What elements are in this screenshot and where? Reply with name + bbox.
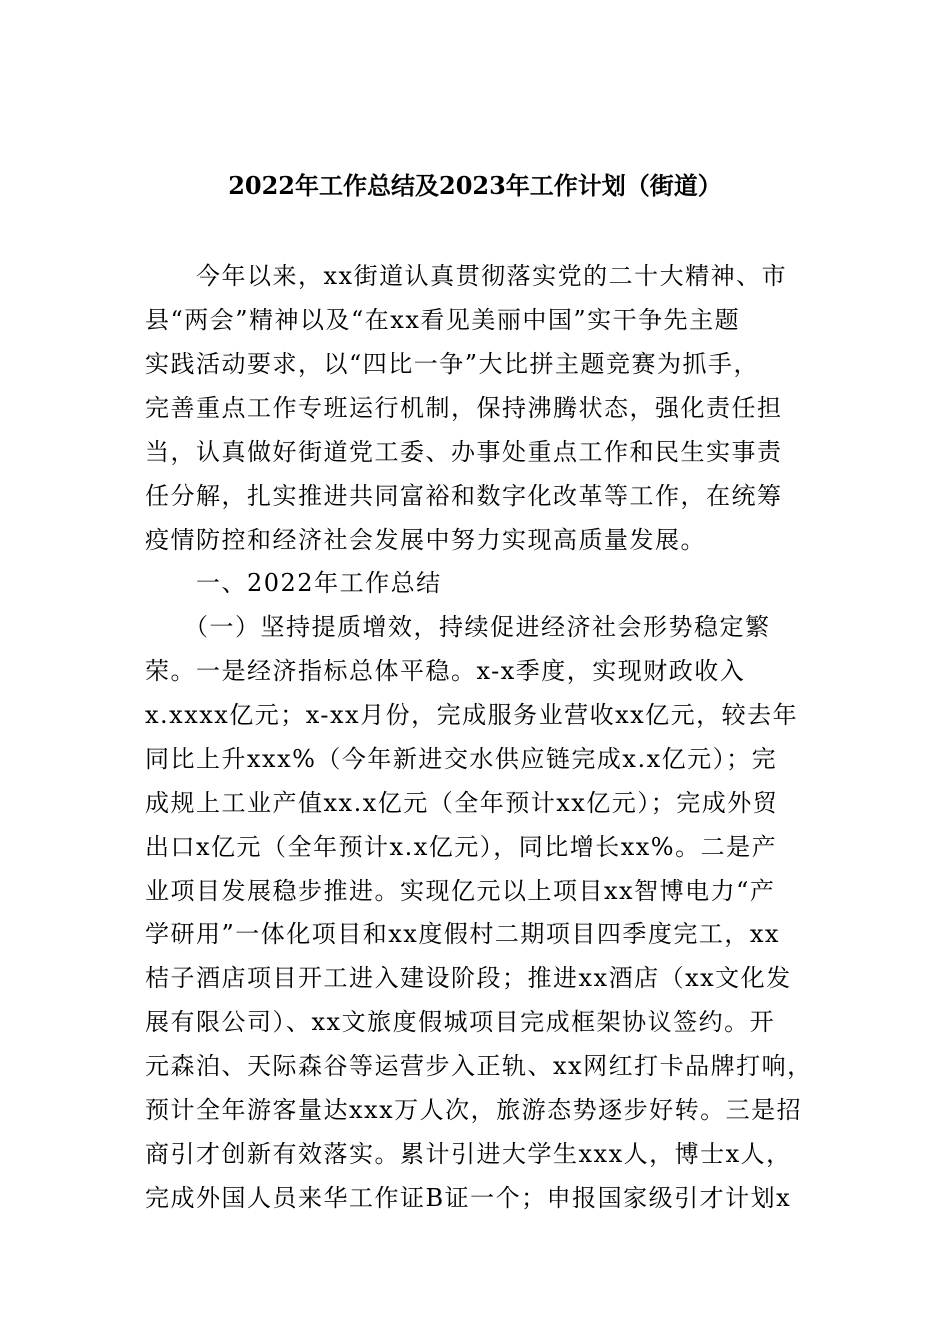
- body-line: 成规上工业产值xx.x亿元（全年预计xx亿元）；完成外贸: [145, 789, 779, 817]
- body-line: 学研用”一体化项目和xx度假村二期项目四季度完工，xx: [145, 920, 780, 948]
- body-line: x.xxxx亿元；x-xx月份，完成服务业营收xx亿元，较去年: [145, 701, 799, 729]
- body-line: 县“两会”精神以及“在xx看见美丽中国”实干争先主题: [145, 306, 741, 334]
- body-line: 出口x亿元（全年预计x.x亿元），同比增长xx%。二是产: [145, 833, 778, 861]
- body-line: 预计全年游客量达xxx万人次，旅游态势逐步好转。三是招: [145, 1096, 803, 1124]
- body-line: 实践活动要求，以“四比一争”大比拼主题竞赛为抓手，: [145, 350, 760, 378]
- body-line: 同比上升xxx%（今年新进交水供应链完成x.x亿元）；完: [145, 745, 778, 773]
- body-line: 商引才创新有效落实。累计引进大学生xxx人，博士x人，: [145, 1140, 792, 1168]
- body-line: 桔子酒店项目开工进入建设阶段；推进xx酒店（xx文化发: [145, 964, 792, 992]
- document-title: 2022年工作总结及2023年工作计划（街道）: [228, 171, 722, 200]
- body-line: 元森泊、天际森谷等运营步入正轨、xx网红打卡品牌打响，: [145, 1052, 813, 1080]
- body-line: （一）坚持提质增效，持续促进经济社会形势稳定繁: [145, 613, 771, 641]
- body-line: 疫情防控和经济社会发展中努力实现高质量发展。: [145, 526, 706, 554]
- body-line: 业项目发展稳步推进。实现亿元以上项目xx智博电力“产: [145, 877, 776, 905]
- body-line: 完成外国人员来华工作证B证一个；申报国家级引才计划x: [145, 1184, 792, 1212]
- body-line: 今年以来，xx街道认真贯彻落实党的二十大精神、市: [145, 262, 788, 290]
- body-line: 荣。一是经济指标总体平稳。x-x季度，实现财政收入: [145, 657, 746, 685]
- body-line: 任分解，扎实推进共同富裕和数字化改革等工作，在统筹: [145, 482, 783, 510]
- body-line: 展有限公司）、xx文旅度假城项目完成框架协议签约。开: [145, 1008, 776, 1036]
- section-heading: 一、2022年工作总结: [145, 569, 442, 597]
- body-line: 当，认真做好街道党工委、办事处重点工作和民生实事责: [145, 438, 783, 466]
- body-line: 完善重点工作专班运行机制，保持沸腾状态，强化责任担: [145, 394, 783, 422]
